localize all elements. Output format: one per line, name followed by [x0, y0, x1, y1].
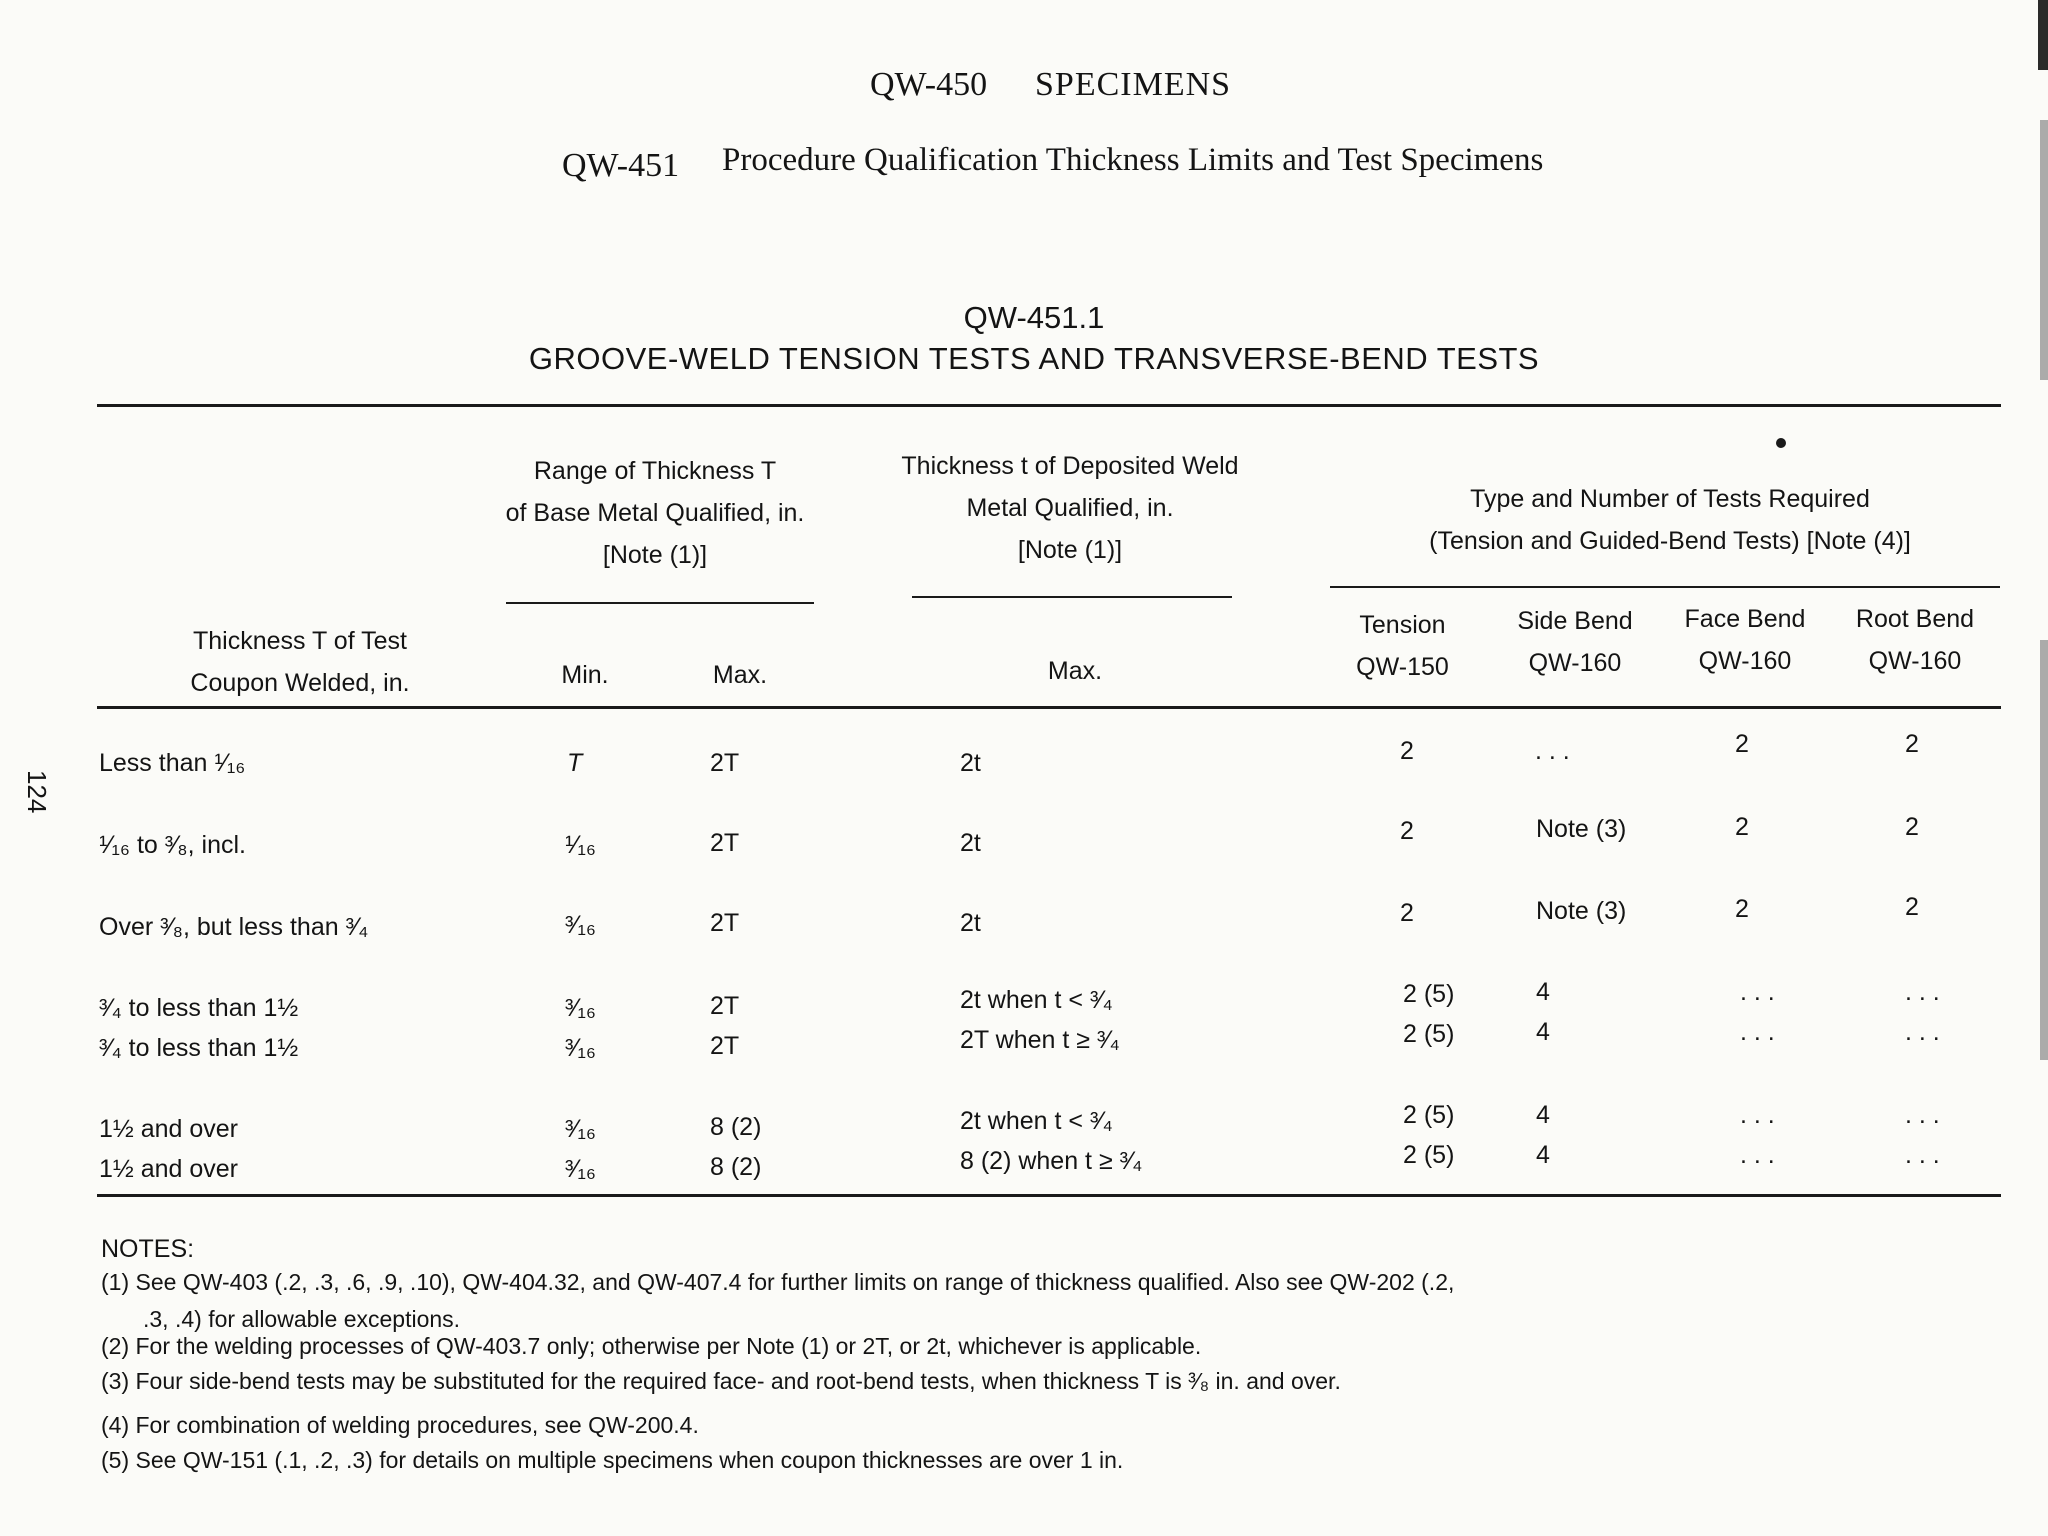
max-cell: 2T — [710, 909, 740, 937]
tension-cell: 2 — [1400, 737, 1414, 765]
tension-header: Tension QW-150 — [1356, 611, 1449, 681]
side-bend-cell: Note (3) — [1536, 815, 1627, 843]
max-header: Max. — [712, 661, 768, 689]
root-bend-cell: 2 — [1905, 813, 1919, 841]
root-bend-cell: 2 — [1905, 730, 1919, 758]
weld-max-header: Max. — [1047, 657, 1103, 685]
face-bend-cell: 2 — [1735, 895, 1749, 923]
weld-cell: 2t when t < ³⁄₄ — [960, 1107, 1113, 1135]
max-cell: 2T — [710, 749, 740, 777]
min-cell: ³⁄₁₆ — [565, 994, 597, 1022]
root-bend-cell: . . . — [1905, 1018, 1940, 1046]
subsection-title: Procedure Qualification Thickness Limits and Test Specimens — [722, 142, 1544, 178]
note-item: (3) Four side-bend tests may be substituted for the required face- and root-bend tests, when thickness T is ³⁄₈ in. and over. — [101, 1368, 1341, 1394]
table-title: GROOVE-WELD TENSION TESTS AND TRANSVERSE-BEND TESTS — [528, 341, 1540, 376]
root-bend-cell: . . . — [1905, 1101, 1940, 1129]
note-item: (2) For the welding processes of QW-403.7 only; otherwise per Note (1) or 2T, or 2t, whichever is applicable. — [101, 1333, 1202, 1359]
print-dot — [1776, 438, 1786, 448]
face-bend-cell: . . . — [1740, 978, 1775, 1006]
coupon-cell: ¹⁄₁₆ to ³⁄₈, incl. — [99, 831, 246, 859]
notes-heading: NOTES: — [101, 1235, 195, 1263]
table-top-rule — [97, 404, 2001, 407]
weld-cell: 8 (2) when t ≥ ³⁄₄ — [960, 1147, 1143, 1175]
face-bend-cell: . . . — [1740, 1141, 1775, 1169]
face-bend-header: Face Bend QW-160 — [1684, 605, 1806, 675]
weld-group-rule — [912, 596, 1232, 598]
side-bend-cell: 4 — [1536, 1141, 1550, 1169]
coupon-cell: Less than ¹⁄₁₆ — [99, 749, 246, 777]
min-cell: ³⁄₁₆ — [565, 1155, 597, 1183]
side-bend-cell: Note (3) — [1536, 897, 1627, 925]
face-bend-cell: . . . — [1740, 1101, 1775, 1129]
root-bend-cell: . . . — [1905, 1141, 1940, 1169]
weld-cell: 2t — [960, 909, 981, 937]
max-cell: 2T — [710, 992, 740, 1020]
tension-cell: 2 — [1400, 817, 1414, 845]
weld-group-header: Thickness t of Deposited Weld Metal Qualified, in. [Note (1)] — [901, 452, 1239, 564]
face-bend-cell: . . . — [1740, 1018, 1775, 1046]
max-cell: 8 (2) — [710, 1153, 762, 1181]
min-header: Min. — [561, 661, 609, 689]
weld-cell: 2t when t < ³⁄₄ — [960, 986, 1113, 1014]
coupon-cell: 1½ and over — [99, 1155, 238, 1183]
min-cell: ³⁄₁₆ — [565, 1034, 597, 1062]
range-group-rule — [506, 602, 814, 604]
root-bend-header: Root Bend QW-160 — [1855, 605, 1975, 675]
min-cell: T — [567, 749, 583, 777]
scan-edge-shadow — [2040, 640, 2048, 1060]
root-bend-cell: . . . — [1905, 978, 1940, 1006]
tension-cell: 2 — [1400, 899, 1414, 927]
side-bend-cell: 4 — [1536, 978, 1550, 1006]
tension-cell: 2 (5) — [1403, 1101, 1455, 1129]
coupon-cell: 1½ and over — [99, 1115, 238, 1143]
side-bend-cell: . . . — [1535, 737, 1570, 765]
scan-edge-mark — [2038, 0, 2048, 70]
tests-group-rule — [1330, 586, 2000, 588]
min-cell: ¹⁄₁₆ — [565, 831, 597, 859]
tension-cell: 2 (5) — [1403, 980, 1455, 1008]
coupon-cell: ³⁄₄ to less than 1½ — [99, 994, 299, 1022]
range-group-header: Range of Thickness T of Base Metal Qualified, in. [Note (1)] — [505, 457, 805, 569]
note-item: (5) See QW-151 (.1, .2, .3) for details on multiple specimens when coupon thicknesses are over 1 in. — [101, 1447, 1124, 1473]
min-cell: ³⁄₁₆ — [565, 911, 597, 939]
section-code: QW-450 — [870, 66, 988, 103]
root-bend-cell: 2 — [1905, 893, 1919, 921]
coupon-cell: ³⁄₄ to less than 1½ — [99, 1034, 299, 1062]
note-item: (1) See QW-403 (.2, .3, .6, .9, .10), QW-404.32, and QW-407.4 for further limits on range of thickness qualified. Also see QW-202 (.2, — [101, 1269, 1455, 1295]
weld-cell: 2T when t ≥ ³⁄₄ — [960, 1026, 1120, 1054]
subsection-code: QW-451 — [562, 147, 680, 184]
weld-cell: 2t — [960, 749, 981, 777]
coupon-thickness-header: Thickness T of Test Coupon Welded, in. — [190, 627, 410, 697]
min-cell: ³⁄₁₆ — [565, 1115, 597, 1143]
tension-cell: 2 (5) — [1403, 1141, 1455, 1169]
note-item: (4) For combination of welding procedures, see QW-200.4. — [101, 1412, 699, 1438]
face-bend-cell: 2 — [1735, 813, 1749, 841]
page-number: 124 — [22, 770, 52, 814]
max-cell: 2T — [710, 829, 740, 857]
side-bend-cell: 4 — [1536, 1101, 1550, 1129]
side-bend-header: Side Bend QW-160 — [1517, 607, 1633, 677]
header-bottom-rule — [97, 706, 2001, 709]
table-code: QW-451.1 — [963, 300, 1105, 335]
section-title: SPECIMENS — [1035, 66, 1232, 103]
max-cell: 2T — [710, 1032, 740, 1060]
note-item: .3, .4) for allowable exceptions. — [143, 1306, 461, 1332]
side-bend-cell: 4 — [1536, 1018, 1550, 1046]
max-cell: 8 (2) — [710, 1113, 762, 1141]
table-bottom-rule — [97, 1194, 2001, 1197]
tests-group-header: Type and Number of Tests Required (Tension and Guided-Bend Tests) [Note (4)] — [1429, 485, 1911, 555]
coupon-cell: Over ³⁄₈, but less than ³⁄₄ — [99, 913, 369, 941]
face-bend-cell: 2 — [1735, 730, 1749, 758]
tension-cell: 2 (5) — [1403, 1020, 1455, 1048]
weld-cell: 2t — [960, 829, 981, 857]
